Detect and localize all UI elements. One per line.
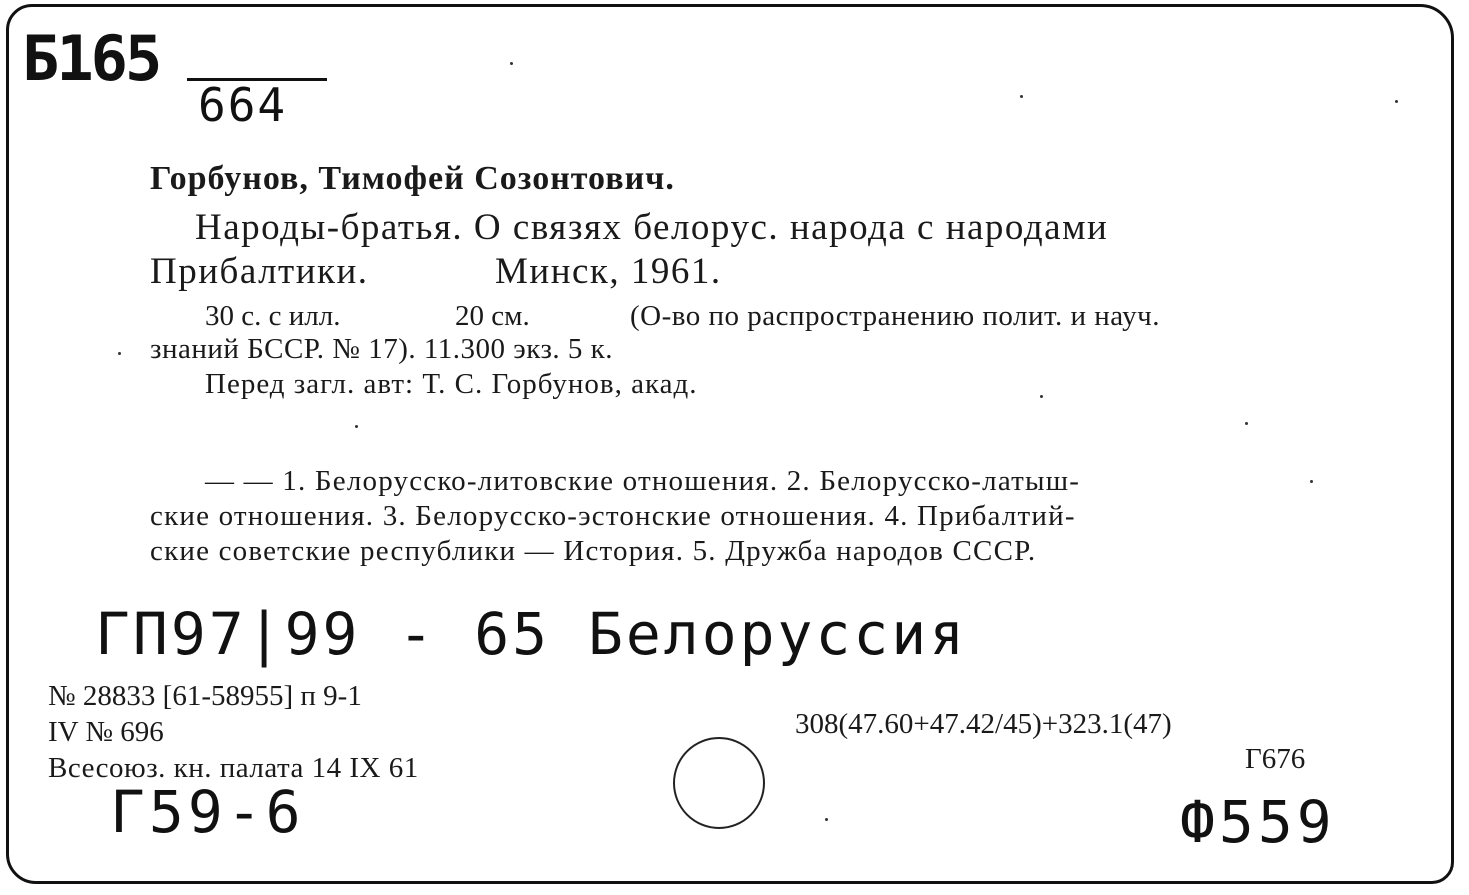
- handwritten-shelf-mark: ГП97|99 - 65 Белоруссия: [95, 600, 968, 668]
- chamber-stamp-text: Всесоюз. кн. палата 14 IX 61: [48, 752, 419, 784]
- series-line-2: знаний БССР. № 17). 11.300 экз. 5 к.: [150, 333, 613, 365]
- speck: [1395, 100, 1398, 103]
- series-line-1: (О-во по распространению полит. и науч.: [630, 300, 1161, 332]
- speck: [1245, 422, 1248, 425]
- speck: [1310, 480, 1313, 483]
- speck: [510, 62, 513, 65]
- record-number: № 28833 [61-58955] п 9-1: [48, 680, 362, 712]
- physical-pages: 30 с. с илл.: [205, 300, 341, 332]
- imprint-place-year: Минск, 1961.: [495, 251, 722, 292]
- call-number: Б165: [22, 22, 160, 95]
- author-heading: Горбунов, Тимофей Созонтович.: [150, 160, 675, 197]
- handwritten-inventory-number: Ф559: [1180, 788, 1336, 856]
- title-line-1: Народы-братья. О связях белорус. народа с народами: [195, 207, 1109, 248]
- library-stamp-circle: [673, 737, 765, 829]
- physical-size: 20 см.: [455, 300, 530, 332]
- speck: [1020, 95, 1023, 98]
- handwritten-shelf-mark-2: Г59-6: [110, 778, 305, 846]
- subjects-line-1: — — 1. Белорусско-литовские отношения. 2. Белорусско-латыш-: [205, 465, 1081, 497]
- speck: [355, 425, 358, 428]
- cutter-number: Г676: [1245, 743, 1306, 775]
- title-line-2: Прибалтики.: [150, 251, 369, 292]
- speck: [825, 818, 828, 821]
- subjects-line-3: ские советские республики — История. 5. Дружба народов СССР.: [150, 535, 1037, 567]
- subjects-line-2: ские отношения. 3. Белорусско-эстонские отношения. 4. Прибалтий-: [150, 500, 1076, 532]
- speck: [1040, 395, 1043, 398]
- call-number-sub: 664: [198, 78, 288, 132]
- author-note: Перед загл. авт: Т. С. Горбунов, акад.: [205, 368, 698, 400]
- speck: [118, 352, 121, 355]
- record-series: IV № 696: [48, 716, 164, 748]
- classification-index: 308(47.60+47.42/45)+323.1(47): [795, 708, 1172, 740]
